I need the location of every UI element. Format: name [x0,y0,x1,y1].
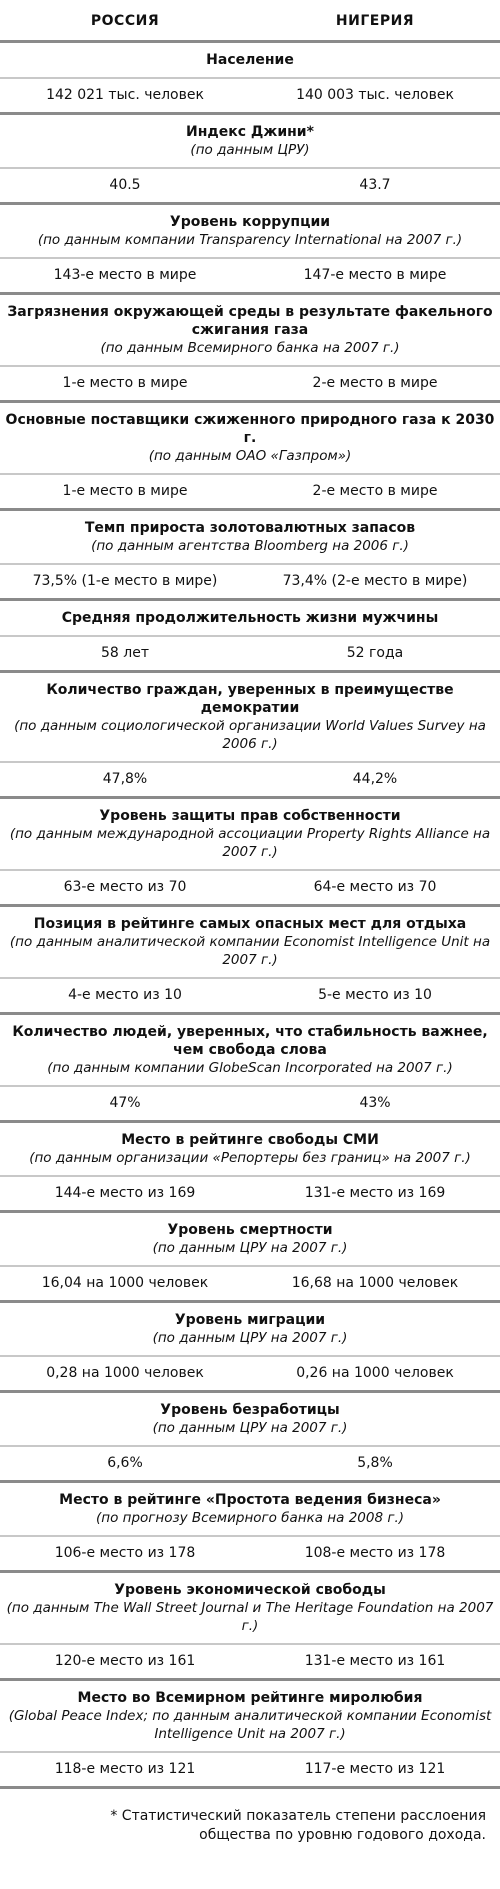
row-title: Темп прироста золотовалютных запасов [84,520,416,536]
table-row [0,43,500,115]
row-title-block [0,799,500,871]
row-source: (по данным аналитической компании Economist Intelligence Unit на 2007 г.) [9,934,491,968]
value-russia: 16,04 на 1000 человек [41,1275,209,1291]
table-body [0,43,500,1789]
row-title: Место в рейтинге свободы СМИ [121,1132,379,1148]
value-nigeria: 5-е место из 10 [318,987,432,1003]
row-values [0,79,500,112]
table-row [0,907,500,1015]
table-row [0,1393,500,1483]
row-title: Уровень безработицы [160,1402,340,1418]
row-title-block [0,1573,500,1645]
row-values [0,1645,500,1678]
row-title-block [0,601,500,637]
table-header [0,0,500,43]
row-values [0,1447,500,1480]
row-values [0,169,500,202]
table-row [0,403,500,511]
row-title: Уровень смертности [167,1222,333,1238]
row-values [0,1177,500,1210]
table-row [0,295,500,403]
row-source: (по данным организации «Репортеры без границ» на 2007 г.) [29,1150,471,1166]
row-title: Место в рейтинге «Простота ведения бизнеса» [59,1492,441,1508]
row-title-block [0,403,500,475]
value-nigeria: 44,2% [352,771,398,787]
row-values [0,871,500,904]
value-nigeria: 43.7 [359,177,391,193]
row-source: (по данным агентства Bloomberg на 2006 г.) [91,538,409,554]
row-title: Место во Всемирном рейтинге миролюбия [77,1690,423,1706]
row-source: (Global Peace Index; по данным аналитической компании Economist Intelligence Unit на 2007 г.) [8,1708,492,1742]
row-title: Уровень коррупции [169,214,331,230]
row-title-block [0,1681,500,1753]
table-row [0,1303,500,1393]
value-russia: 47,8% [102,771,148,787]
value-nigeria: 43% [359,1095,391,1111]
value-russia: 63-е место из 70 [63,879,187,895]
table-row [0,115,500,205]
row-title-block [0,295,500,367]
value-russia: 1-е место в мире [62,375,188,391]
row-values [0,1357,500,1390]
value-nigeria: 64-е место из 70 [313,879,437,895]
value-nigeria: 108-е место из 178 [304,1545,446,1561]
value-russia: 73,5% (1-е место в мире) [32,573,218,589]
value-nigeria: 16,68 на 1000 человек [291,1275,459,1291]
value-russia: 143-е место в мире [53,267,197,283]
value-russia: 40.5 [109,177,141,193]
value-russia: 118-е место из 121 [54,1761,196,1777]
value-nigeria: 117-е место из 121 [304,1761,446,1777]
row-title-block [0,1483,500,1537]
value-nigeria: 0,26 на 1000 человек [296,1365,454,1381]
table-row [0,601,500,673]
value-russia: 106-е место из 178 [54,1545,196,1561]
table-row [0,1213,500,1303]
row-title-block [0,673,500,763]
table-row [0,1015,500,1123]
row-title-block [0,115,500,169]
row-title-block [0,1303,500,1357]
row-values [0,1087,500,1120]
row-title-block [0,1393,500,1447]
row-values [0,637,500,670]
value-nigeria: 52 года [346,645,404,661]
row-title-block [0,1015,500,1087]
row-title: Индекс Джини* [186,124,314,140]
row-values [0,259,500,292]
value-russia: 4-е место из 10 [68,987,182,1003]
table-row [0,205,500,295]
row-source: (по данным Всемирного банка на 2007 г.) [100,340,400,356]
table-row [0,1681,500,1789]
table-row [0,1483,500,1573]
row-title: Уровень экономической свободы [114,1582,386,1598]
value-russia: 47% [109,1095,141,1111]
value-nigeria: 140 003 тыс. человек [296,87,454,103]
row-values [0,1537,500,1570]
row-title: Количество граждан, уверенных в преимуществе демократии [46,682,454,716]
table-row [0,511,500,601]
row-title: Население [206,52,294,68]
row-source: (по прогнозу Всемирного банка на 2008 г.) [95,1510,404,1526]
value-russia: 120-е место из 161 [54,1653,196,1669]
row-values [0,565,500,598]
table-row [0,1123,500,1213]
row-source: (по данным компании Transparency International на 2007 г.) [37,232,463,248]
value-russia: 0,28 на 1000 человек [46,1365,204,1381]
row-title-block [0,1213,500,1267]
value-nigeria: 5,8% [357,1455,393,1471]
header-nigeria: НИГЕРИЯ [335,13,415,29]
table-row [0,799,500,907]
row-source: (по данным The Wall Street Journal и The Heritage Foundation на 2007 г.) [6,1600,494,1634]
table-row [0,673,500,799]
row-values [0,1753,500,1786]
row-title: Уровень защиты прав собственности [99,808,401,824]
value-nigeria: 73,4% (2-е место в мире) [282,573,468,589]
row-title: Позиция в рейтинге самых опасных мест для отдыха [33,916,467,932]
row-source: (по данным ЦРУ на 2007 г.) [152,1240,348,1256]
row-title-block [0,205,500,259]
row-title-block [0,43,500,79]
value-nigeria: 2-е место в мире [312,375,438,391]
row-values [0,979,500,1012]
row-source: (по данным ЦРУ) [190,142,310,158]
value-nigeria: 131-е место из 169 [304,1185,446,1201]
value-russia: 1-е место в мире [62,483,188,499]
row-values [0,367,500,400]
value-russia: 144-е место из 169 [54,1185,196,1201]
footnote: * Статистический показатель степени расслоения общества по уровню годового дохода. [110,1808,486,1843]
row-source: (по данным ЦРУ на 2007 г.) [152,1420,348,1436]
row-title: Количество людей, уверенных, что стабильность важнее, чем свобода слова [12,1024,488,1058]
row-values [0,475,500,508]
row-title-block [0,907,500,979]
value-russia: 6,6% [107,1455,143,1471]
header-russia: РОССИЯ [90,13,160,29]
row-values [0,763,500,796]
row-title-block [0,511,500,565]
row-title-block [0,1123,500,1177]
row-source: (по данным международной ассоциации Property Rights Alliance на 2007 г.) [9,826,491,860]
value-russia: 142 021 тыс. человек [46,87,204,103]
table-row [0,1573,500,1681]
value-nigeria: 131-е место из 161 [304,1653,446,1669]
value-russia: 58 лет [101,645,149,661]
row-source: (по данным ОАО «Газпром») [148,448,352,464]
row-source: (по данным ЦРУ на 2007 г.) [152,1330,348,1346]
row-values [0,1267,500,1300]
row-title: Основные поставщики сжиженного природного газа к 2030 г. [5,412,495,446]
value-nigeria: 147-е место в мире [303,267,447,283]
row-title: Уровень миграции [174,1312,326,1328]
row-source: (по данным компании GlobeScan Incorporated на 2007 г.) [47,1060,453,1076]
row-title: Средняя продолжительность жизни мужчины [61,610,439,626]
value-nigeria: 2-е место в мире [312,483,438,499]
row-source: (по данным социологической организации World Values Survey на 2006 г.) [14,718,486,752]
row-title: Загрязнения окружающей среды в результате факельного сжигания газа [7,304,493,338]
